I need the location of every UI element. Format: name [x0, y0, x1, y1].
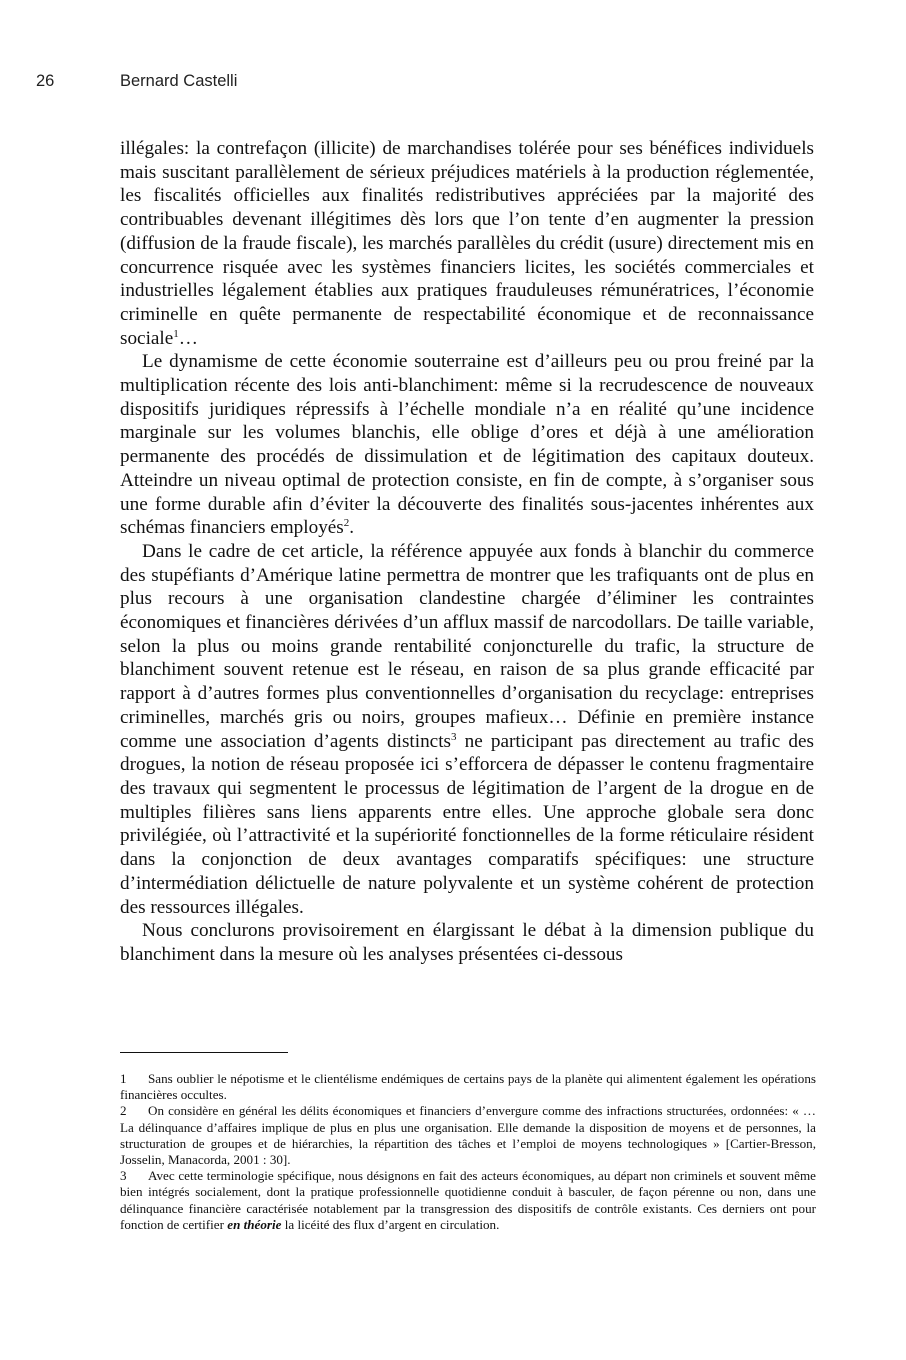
main-text: [120, 137, 814, 967]
running-head: [36, 72, 237, 91]
footnote-separator: [120, 1052, 288, 1053]
footnote: [120, 1071, 816, 1103]
paragraph-text-tail: .: [349, 517, 355, 539]
footnote-number: 1: [120, 1071, 127, 1086]
page-number: 26: [36, 72, 55, 90]
footnotes: [120, 1071, 816, 1233]
paragraph: [120, 919, 814, 966]
paragraph-text-tail: …: [178, 327, 198, 349]
footnote-number: 3: [120, 1168, 127, 1184]
paragraph: [120, 137, 814, 350]
paragraph: [120, 540, 814, 919]
paragraph-text: illégales: la contrefaçon (illicite) de marchandises tolérée pour ses bénéfices individuels mais suscitant parallèlement de sérieux préjudices matériels à la production réglementée, les fiscalités officielles aux finalités redistributives appréciées par la majorité des contribuables devenant illégitimes dès lors que l’on tente d’en augmenter la pression (diffusion de la fraude fiscale), les marchés parallèles du crédit (usure) directement mis en concurrence risquée avec les systèmes financiers licites, les sociétés commerciales et industrielles légalement établies aux pratiques frauduleuses rémunératrices, l’économie criminelle en quête permanente de respectabilité économique et de reconnaissance sociale: [120, 138, 814, 349]
paragraph-text: Dans le cadre de cet article, la référence appuyée aux fonds à blanchir du commerce des stupéfiants d’Amérique latine permettra de montrer que les trafiquants ont de plus en plus recours à une organisation clandestine chargée d’éliminer les contraintes économiques et financières dérivées d’un afflux massif de narcodollars. De taille variable, selon la plus ou moins grande rentabilité conjoncturelle du trafic, la structure de blanchiment souvent retenue est le réseau, en raison de sa plus grande efficacité par rapport à d’autres formes plus conventionnelles d’organisation du recyclage: entreprises criminelles, marchés gris ou noirs, groupes mafieux… Définie en première instance comme une association d’agents distincts: [120, 540, 814, 752]
footnote-text: Avec cette terminologie spécifique, nous désignons en fait des acteurs économiques, au départ non criminels et souvent même bien intégrés socialement, dont la pratique professionnelle quotidienne conduit à basculer, de façon pérenne ou non, dans une délinquance financière caractérisée notablement par la transgression des dispositifs de contrôle existants. Ces derniers ont pour fonction de certifier: [120, 1168, 816, 1232]
paragraph: [120, 350, 814, 540]
footnote-emphasis: en théorie: [227, 1216, 282, 1232]
footnote-number: 2: [120, 1103, 127, 1119]
paragraph-text: Le dynamisme de cette économie souterraine est d’ailleurs peu ou prou freiné par la multiplication récente des lois anti-blanchiment: même si la recrudescence de nouveaux dispositifs juridiques répressifs à l’échelle mondiale n’a en réalité qu’une incidence marginale sur les volumes blanchis, elle oblige d’ores et déjà à une amélioration permanente des procédés de dissimulation et de légitimation des capitaux douteux. Atteindre un niveau optimal de protection consiste, en fin de compte, à s’organiser sous une forme durable afin d’éviter la découverte des finalités sous-jacentes inhérentes aux schémas financiers employés: [120, 351, 814, 539]
footnote-ref: 1: [173, 327, 179, 340]
footnote: [120, 1168, 816, 1233]
footnote-text-tail: la licéité des flux d’argent en circulation.: [284, 1216, 500, 1232]
running-head-author: Bernard Castelli: [120, 72, 238, 90]
footnote-ref: 3: [451, 730, 457, 743]
paragraph-text: Nous conclurons provisoirement en élargissant le débat à la dimension publique du blanchiment dans la mesure où les analyses présentées ci-dessous: [120, 920, 814, 965]
paragraph-text-tail: ne participant pas directement au trafic des drogues, la notion de réseau proposée ici s’efforcera de dépasser le contenu fragmentaire des travaux qui segmentent le processus de légitimation de l’argent de la drogue en de multiples filières sans liens apparents entre elles. Une approche globale sera donc privilégiée, où l’attractivité et la supériorité fonctionnelles de la forme réticulaire résident dans la conjonction de deux avantages comparatifs spécifiques: une structure d’intermédiation délictuelle de nature polyvalente et un système cohérent de protection des ressources illégales.: [120, 730, 814, 918]
footnote: [120, 1103, 816, 1168]
footnote-ref: 2: [343, 517, 350, 530]
footnote-text: Sans oublier le népotisme et le clientélisme endémiques de certains pays de la planète qui alimentent également les opérations financières occultes.: [120, 1071, 816, 1103]
footnote-text: On considère en général les délits économiques et financiers d’envergure comme des infractions structurées, ordonnées: « … La délinquance d’affaires implique de plus en plus une organisation. Elle demande la disposition de moyens et de personnes, la structuration de groupes et de hiérarchies, la répartition des tâches et l’emploi de moyens technologiques » [Cartier-Bresson, Josselin, Manacorda, 2001 : 30].: [120, 1103, 816, 1168]
